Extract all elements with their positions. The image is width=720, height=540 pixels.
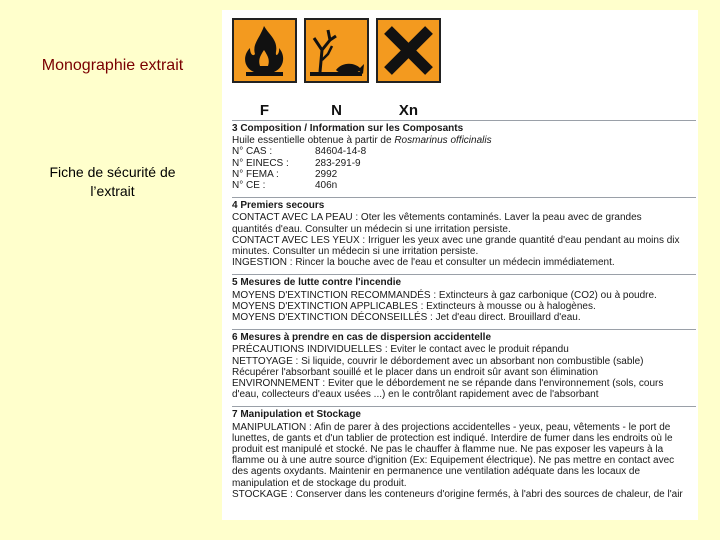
identifier-row	[232, 146, 696, 157]
safety-data-sheet	[222, 10, 698, 520]
section-accidental-release	[232, 329, 696, 400]
slide-subtitle-safety-sheet: Fiche de sécurité de l’extrait	[49, 164, 176, 199]
text-line: flamme ou à une autre source d'ignition (Ex: Equipement électrique). Ne pas mettre en contact avec	[232, 455, 675, 467]
text-line: PRÉCAUTIONS INDIVIDUELLES : Eviter le contact avec le produit répandu	[232, 344, 569, 356]
text-line: manipulation et de stockage du produit.	[232, 477, 407, 489]
text-line: ENVIRONNEMENT : Eviter que le débordement ne se répande dans l'environnement (sols, cours	[232, 378, 664, 390]
text-line: minutes. Consulter un médecin si une irritation persiste.	[232, 246, 479, 258]
environment-dead-tree-fish-icon	[304, 18, 369, 83]
section-heading: 7 Manipulation et Stockage	[232, 409, 361, 421]
identifier-row	[232, 180, 696, 191]
text-line: d'eau, collecteurs d'eaux usées ...) en le contrôlant rapidement avec de l'absorbant	[232, 389, 599, 401]
text-line: MOYENS D'EXTINCTION RECOMMANDÉS : Extincteurs à gaz carbonique (CO2) ou à poudre.	[232, 289, 657, 301]
identifier-value: 2992	[315, 168, 338, 180]
sheet-content	[232, 120, 696, 506]
section-composition	[232, 120, 696, 191]
pictogram-code-xn: Xn	[398, 102, 419, 119]
text-line: CONTACT AVEC LES YEUX : Irriguer les yeux avec une grande quantité d'eau pendant au moins dix	[232, 234, 680, 246]
section-first-aid	[232, 197, 696, 268]
text-line: MANIPULATION : Afin de parer à des projections accidentelles - yeux, peau, vêtements - le port de	[232, 421, 671, 433]
section-heading: 5 Mesures de lutte contre l'incendie	[232, 277, 402, 289]
slide-title-monograph: Monographie extrait	[41, 57, 184, 74]
origin-text: Huile essentielle obtenue à partir de	[232, 135, 395, 147]
pictogram-code-n: N	[331, 102, 342, 119]
section-heading: 3 Composition / Information sur les Composants	[232, 123, 464, 134]
section-fire-fighting	[232, 274, 696, 323]
identifier-value: 283-291-9	[315, 157, 361, 169]
text-line: Récupérer l'absorbant souillé et le placer dans un endroit sûr avant son élimination	[232, 366, 599, 378]
section-heading: 4 Premiers secours	[232, 200, 325, 212]
identifier-key: N° EINECS :	[232, 157, 289, 169]
identifier-value: 84604-14-8	[315, 146, 367, 158]
cross-harmful-icon	[376, 18, 441, 83]
identifier-row	[232, 169, 696, 180]
text-line: des agents oxydants. Maintenir en permanence une ventilation adéquate dans les locaux de	[232, 466, 641, 478]
text-line: MOYENS D'EXTINCTION APPLICABLES : Extincteurs à mousse ou à halogènes.	[232, 300, 596, 312]
identifier-key: N° CAS :	[232, 146, 273, 158]
text-line: quantités d'eau. Consulter un médecin si une irritation persiste.	[232, 223, 511, 235]
text-line: NETTOYAGE : Si liquide, couvrir le débordement avec un absorbant non combustible (sable)	[232, 355, 644, 367]
text-line: MOYENS D'EXTINCTION DÉCONSEILLÉS : Jet d'eau direct. Brouillard d'eau.	[232, 312, 581, 324]
text-line: CONTACT AVEC LA PEAU : Oter les vêtements contaminés. Laver la peau avec de grandes	[232, 212, 642, 224]
text-line: STOCKAGE : Conserver dans les conteneurs d'origine fermés, à l'abri des sources de chaleur, de l'air	[232, 488, 683, 500]
identifier-key: N° FEMA :	[232, 168, 279, 180]
flame-icon	[232, 18, 297, 83]
pictogram-code-f: F	[259, 102, 270, 119]
composition-origin	[232, 135, 696, 146]
text-line: lunettes, de gants et d'un tablier de protection est indiqué. Interdire de fumer dans les endroits où le	[232, 432, 673, 444]
identifier-row	[232, 158, 696, 169]
species-name: Rosmarinus officinalis	[394, 135, 492, 147]
section-heading: 6 Mesures à prendre en cas de dispersion accidentelle	[232, 332, 491, 344]
identifier-key: N° CE :	[232, 180, 266, 192]
text-line: produit est manipulé et stocké. Ne pas le chauffer à flamme nue. Ne pas exposer les vapeurs à la	[232, 444, 664, 456]
section-handling-storage	[232, 406, 696, 500]
identifier-value: 406n	[315, 180, 338, 192]
text-line: INGESTION : Rincer la bouche avec de l'eau et consulter un médecin immédiatement.	[232, 257, 615, 269]
